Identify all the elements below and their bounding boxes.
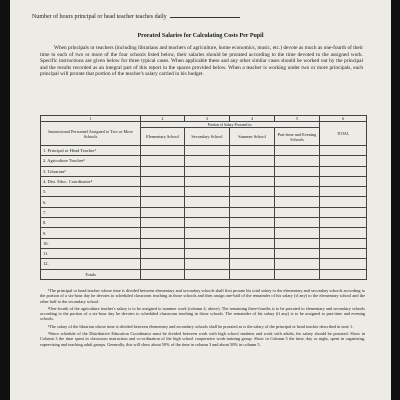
totals-cell[interactable] — [141, 269, 185, 279]
entry-cell[interactable] — [320, 176, 367, 186]
entry-cell[interactable] — [230, 238, 275, 248]
elementary-school-header: Elementary School — [141, 128, 185, 146]
entry-cell[interactable] — [275, 248, 320, 258]
entry-cell[interactable] — [141, 197, 185, 207]
row-label: 11. — [41, 248, 141, 258]
table-row — [41, 207, 367, 217]
footnotes — [40, 288, 365, 349]
entry-cell[interactable] — [141, 146, 185, 156]
table-row — [41, 238, 367, 248]
section-title: Prorated Salaries for Calculating Costs Per Pupil — [137, 33, 264, 39]
row-label: 6. — [41, 197, 141, 207]
entry-cell[interactable] — [230, 248, 275, 258]
hours-label: Number of hours principal or head teacher teaches daily — [32, 14, 167, 20]
entry-cell[interactable] — [230, 176, 275, 186]
entry-cell[interactable] — [141, 248, 185, 258]
entry-cell[interactable] — [230, 156, 275, 166]
entry-cell[interactable] — [320, 166, 367, 176]
entry-cell[interactable] — [141, 176, 185, 186]
row-label: 10. — [41, 238, 141, 248]
table-row — [41, 218, 367, 228]
row-label: 7. — [41, 207, 141, 217]
entry-cell[interactable] — [275, 218, 320, 228]
entry-cell[interactable] — [320, 156, 367, 166]
table-row — [41, 166, 367, 176]
entry-cell[interactable] — [320, 218, 367, 228]
entry-cell[interactable] — [230, 207, 275, 217]
entry-cell[interactable] — [275, 187, 320, 197]
entry-cell[interactable] — [185, 259, 230, 269]
col-number-1: 1 — [41, 116, 141, 122]
entry-cell[interactable] — [275, 228, 320, 238]
row-label: 4. Dist. Educ. Coordinator⁴ — [41, 176, 141, 186]
totals-row — [41, 269, 367, 279]
totals-cell[interactable] — [320, 269, 367, 279]
table-row — [41, 228, 367, 238]
row-label: 9. — [41, 228, 141, 238]
entry-cell[interactable] — [141, 238, 185, 248]
footnote-2: ²One-fourth of the agriculture teacher's salary is to be assigned to summer work (column 4, above). The remaining three-fourths is to be prorated to elementary and secondary schools according to the portion of a six-hour day he devotes to scheduled classroom teaching in those schools. The remainder of his salary (if any) is to be assigned to part-time and evening schools. — [40, 305, 365, 322]
entry-cell[interactable] — [275, 166, 320, 176]
totals-cell[interactable] — [185, 269, 230, 279]
row-label: 8. — [41, 218, 141, 228]
intro-paragraph: When principals or teachers (including librarians and teachers of agriculture, home economics, music, etc.) devote as much as one-fourth of their time to each of two or more of the four schools listed below, their salaries should be prorated according to the time devoted to the assigned work. Specific instructions are given below for three typical cases. When applicable these and any other similar cases should be worked out by the principal and the results recorded as an integral part of this report in the spaces provided below. When a teacher is working under two or more principals, each principal will prorate that portion of the teacher's salary carried in his budget. — [40, 45, 363, 78]
entry-cell[interactable] — [185, 238, 230, 248]
part-time-evening-header: Part-time and Evening Schools — [275, 128, 320, 146]
entry-cell[interactable] — [230, 146, 275, 156]
table-row — [41, 248, 367, 258]
footnote-4: ⁴Since schedule of the Distributive Education Coordinator must be divided between work with high school students and work with adults, his salary should be prorated. Show in Column 3 the time spent in classroom instruction and co-ordination of the high school cooperative work-training group. Show in Column 5 the time, day or night, spent in organizing, supervising and teaching adult groups. Generally, this will show about 50% of the time in column 3 and about 50% in column 5. — [40, 331, 365, 347]
col-number-4: 4 — [230, 116, 275, 122]
table-row — [41, 197, 367, 207]
entry-cell[interactable] — [320, 187, 367, 197]
form-page — [10, 0, 391, 400]
entry-cell[interactable] — [230, 218, 275, 228]
table-row — [41, 176, 367, 186]
entry-cell[interactable] — [185, 197, 230, 207]
table-row — [41, 156, 367, 166]
entry-cell[interactable] — [320, 238, 367, 248]
secondary-school-header: Secondary School — [185, 128, 230, 146]
hours-line — [32, 14, 240, 20]
entry-cell[interactable] — [230, 197, 275, 207]
entry-cell[interactable] — [230, 166, 275, 176]
summer-school-header: Summer School — [230, 128, 275, 146]
row-label: 2. Agriculture Teacher² — [41, 156, 141, 166]
entry-cell[interactable] — [275, 146, 320, 156]
entry-cell[interactable] — [275, 197, 320, 207]
entry-cell[interactable] — [141, 156, 185, 166]
entry-cell[interactable] — [185, 187, 230, 197]
table-row — [41, 187, 367, 197]
col-number-5: 5 — [275, 116, 320, 122]
entry-cell[interactable] — [185, 156, 230, 166]
entry-cell[interactable] — [141, 218, 185, 228]
entry-cell[interactable] — [275, 238, 320, 248]
entry-cell[interactable] — [320, 146, 367, 156]
totals-label: Totals — [41, 269, 141, 279]
entry-cell[interactable] — [141, 187, 185, 197]
entry-cell[interactable] — [185, 248, 230, 258]
portion-prorated-header: Portion of Salary Prorated to: — [141, 122, 320, 128]
personnel-header: Instructional Personnel Assigned to Two or More Schools — [41, 122, 141, 146]
entry-cell[interactable] — [275, 156, 320, 166]
entry-cell[interactable] — [141, 259, 185, 269]
footnote-1: ¹The principal or head teacher whose time is divided between elementary and secondary schools shall first prorate his total salary to the elementary and secondary schools according to the portion of a six-hour day he devotes to scheduled classroom teaching in those schools and then assign one-half of the remainder of his salary (if any) to the elementary school and the other half to the secondary school. — [40, 288, 365, 304]
row-label: 3. Librarian³ — [41, 166, 141, 176]
entry-cell[interactable] — [230, 259, 275, 269]
row-label: 12. — [41, 259, 141, 269]
entry-cell[interactable] — [320, 248, 367, 258]
col-number-2: 2 — [141, 116, 185, 122]
col-number-6: 6 — [320, 116, 367, 122]
entry-cell[interactable] — [230, 228, 275, 238]
entry-cell[interactable] — [320, 228, 367, 238]
row-label: 5. — [41, 187, 141, 197]
prorated-salaries-table — [40, 115, 367, 280]
entry-cell[interactable] — [320, 207, 367, 217]
entry-cell[interactable] — [185, 218, 230, 228]
entry-cell[interactable] — [320, 197, 367, 207]
row-label: 1. Principal or Head Teacher¹ — [41, 146, 141, 156]
entry-cell[interactable] — [275, 176, 320, 186]
col-number-3: 3 — [185, 116, 230, 122]
entry-cell[interactable] — [275, 207, 320, 217]
entry-cell[interactable] — [141, 207, 185, 217]
entry-cell[interactable] — [185, 146, 230, 156]
total-header: TOTAL — [320, 122, 367, 146]
entry-cell[interactable] — [185, 207, 230, 217]
hours-blank-field[interactable] — [170, 17, 240, 18]
totals-cell[interactable] — [275, 269, 320, 279]
entry-cell[interactable] — [141, 228, 185, 238]
entry-cell[interactable] — [185, 176, 230, 186]
entry-cell[interactable] — [141, 166, 185, 176]
entry-cell[interactable] — [320, 259, 367, 269]
table-row — [41, 146, 367, 156]
entry-cell[interactable] — [275, 259, 320, 269]
footnote-3: ³The salary of the librarian whose time is divided between elementary and secondary schools shall be prorated as is the salary of the principal or head teacher described in note 1. — [48, 323, 354, 329]
entry-cell[interactable] — [185, 166, 230, 176]
entry-cell[interactable] — [230, 187, 275, 197]
totals-cell[interactable] — [230, 269, 275, 279]
entry-cell[interactable] — [185, 228, 230, 238]
table-row — [41, 259, 367, 269]
